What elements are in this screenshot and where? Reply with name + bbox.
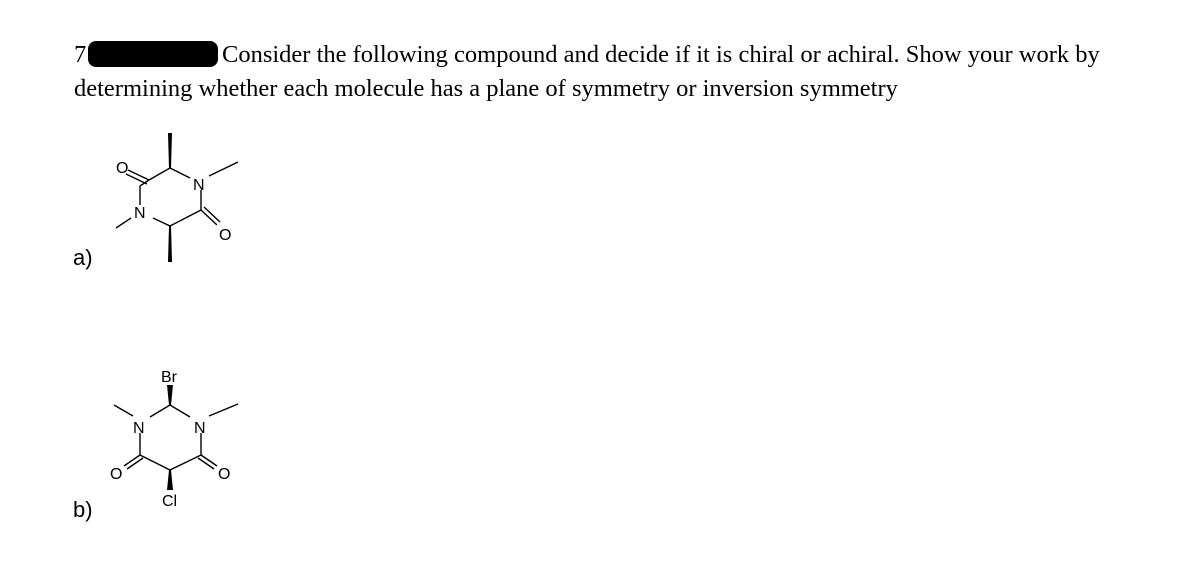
carbonyl-bond [201,455,217,466]
atom-nitrogen: N [193,177,205,194]
wedge-bond [167,470,173,490]
carbonyl-bond [127,458,143,469]
part-b-label: b) [73,497,93,522]
atom-bromine: Br [161,369,177,386]
ring-bond [150,405,170,417]
atom-oxygen: O [218,466,231,483]
question-number: 7 [74,41,87,68]
atom-nitrogen: N [133,420,145,437]
atom-oxygen: O [110,466,123,483]
ring-bond [170,405,190,417]
carbonyl-bond [124,455,140,466]
ring-bond [140,455,170,470]
question-line-1: Consider the following compound and decide if it is chiral or achiral. Show your work by [222,41,1100,68]
atom-oxygen: O [116,160,129,177]
n-methyl-bond [114,405,133,416]
part-a-label: a) [73,245,93,270]
atom-oxygen: O [219,227,232,244]
atom-chlorine: Cl [162,493,178,510]
question-line-2: determining whether each molecule has a plane of symmetry or inversion symmetry [74,75,898,102]
atom-nitrogen: N [194,420,206,437]
atom-nitrogen: N [134,205,146,222]
n-methyl-bond [209,404,238,416]
ring-bond [170,455,201,470]
wedge-bond [167,385,173,405]
carbonyl-bond [198,458,214,469]
